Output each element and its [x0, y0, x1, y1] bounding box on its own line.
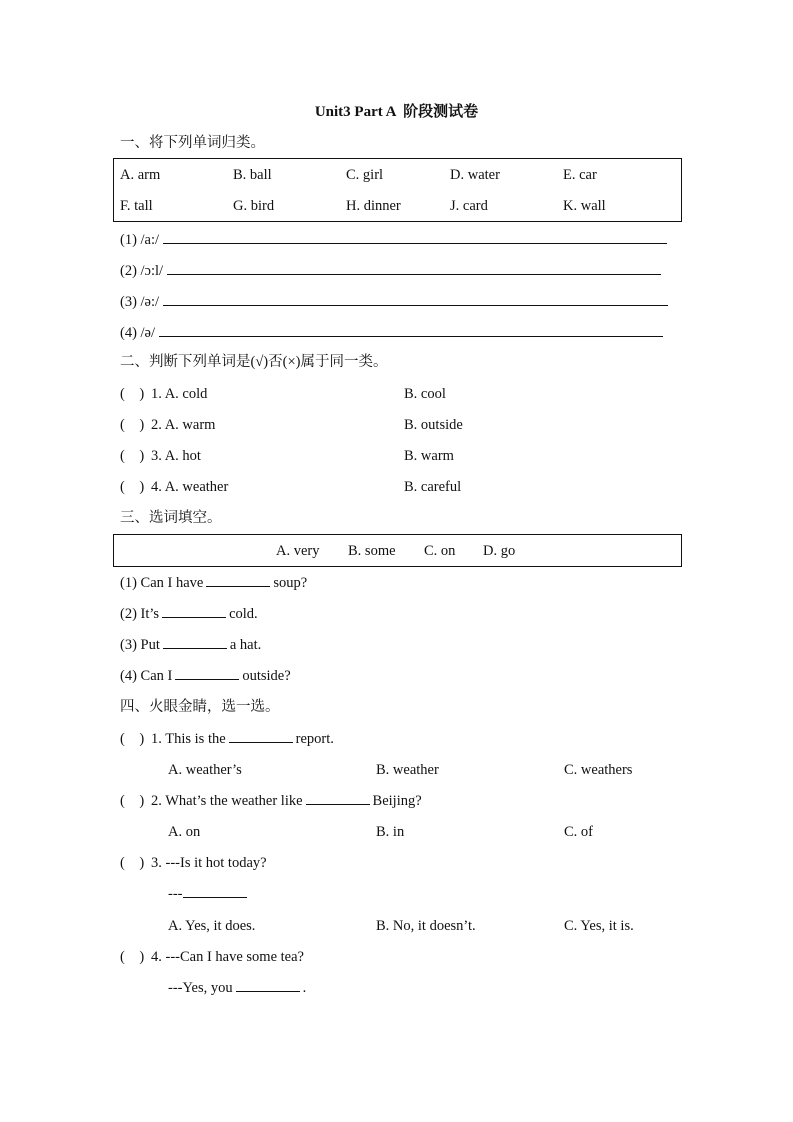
word-f: F. tall	[120, 198, 153, 214]
choice-1-option-b: B. weather	[376, 762, 439, 778]
dialogue-prefix: ---	[168, 886, 183, 902]
sound-item-1	[120, 229, 667, 249]
fill-item-4	[120, 667, 291, 685]
option-bank-box	[113, 534, 682, 567]
section2-heading: 二、判断下列单词是(√)否(×)属于同一类。	[120, 354, 388, 370]
judge-option-a-2: 2. A. warm	[151, 417, 216, 433]
choice-3-answer-line	[168, 885, 250, 903]
word-bank-box	[113, 158, 682, 222]
judge-option-b-1: B. cool	[404, 386, 446, 402]
answer-line[interactable]	[163, 229, 667, 244]
fill-text: (1) Can I have	[120, 575, 204, 591]
choice-3-option-a: A. Yes, it does.	[168, 918, 256, 934]
option-some: B. some	[348, 543, 396, 559]
section3-heading: 三、选词填空。	[120, 510, 222, 526]
fill-blank[interactable]	[306, 792, 370, 805]
word-a: A. arm	[120, 167, 161, 183]
word-h: H. dinner	[346, 198, 401, 214]
fill-text: a hat.	[229, 637, 262, 653]
answer-line[interactable]	[159, 322, 663, 337]
fill-blank[interactable]	[175, 667, 239, 680]
fill-text: (2) It’s	[120, 606, 160, 622]
word-c: C. girl	[346, 167, 384, 183]
word-e: E. car	[563, 167, 597, 183]
fill-text: soup?	[273, 575, 308, 591]
word-b: B. ball	[233, 167, 272, 183]
fill-text: (4) Can I	[120, 668, 173, 684]
choice-paren-3[interactable]: ( )	[120, 855, 145, 871]
question-text: report.	[295, 731, 334, 747]
answer-line[interactable]	[163, 291, 668, 306]
sound-item-2	[120, 260, 661, 280]
judge-option-a-4: 4. A. weather	[151, 479, 229, 495]
choice-2-option-b: B. in	[376, 824, 405, 840]
option-go: D. go	[483, 543, 516, 559]
choice-2-option-c: C. of	[564, 824, 593, 840]
judge-option-a-3: 3. A. hot	[151, 448, 201, 464]
judge-option-a-1: 1. A. cold	[151, 386, 208, 402]
fill-blank[interactable]	[162, 605, 226, 618]
fill-text: outside?	[242, 668, 291, 684]
answer-line[interactable]	[167, 260, 661, 275]
choice-3-option-c: C. Yes, it is.	[564, 918, 634, 934]
choice-question-4: 4. ---Can I have some tea?	[151, 949, 304, 965]
sound-label: (3) /ə:/	[120, 294, 160, 310]
choice-paren-4[interactable]: ( )	[120, 949, 145, 965]
judge-option-b-4: B. careful	[404, 479, 462, 495]
fill-text: (3) Put	[120, 637, 160, 653]
choice-4-answer-line	[168, 979, 306, 997]
word-j: J. card	[450, 198, 488, 214]
fill-blank[interactable]	[229, 730, 293, 743]
fill-blank[interactable]	[183, 885, 247, 898]
word-d: D. water	[450, 167, 500, 183]
fill-item-3	[120, 636, 261, 654]
page-title: Unit3 Part A 阶段测试卷	[314, 104, 479, 120]
judge-option-b-3: B. warm	[404, 448, 454, 464]
question-text: Beijing?	[372, 793, 422, 809]
word-g: G. bird	[233, 198, 275, 214]
sound-item-4	[120, 322, 663, 342]
sound-label: (2) /ɔ:l/	[120, 263, 164, 279]
choice-3-option-b: B. No, it doesn’t.	[376, 918, 476, 934]
choice-question-3: 3. ---Is it hot today?	[151, 855, 267, 871]
choice-question-1	[151, 730, 334, 748]
question-text: 1. This is the	[151, 731, 226, 747]
judge-paren-1[interactable]: ( )	[120, 386, 145, 402]
section1-heading: 一、将下列单词归类。	[120, 135, 265, 151]
question-text: 2. What’s the weather like	[151, 793, 303, 809]
judge-paren-4[interactable]: ( )	[120, 479, 145, 495]
word-k: K. wall	[563, 198, 606, 214]
option-very: A. very	[276, 543, 320, 559]
fill-blank[interactable]	[163, 636, 227, 649]
fill-item-1	[120, 574, 307, 592]
fill-item-2	[120, 605, 258, 623]
choice-question-2	[151, 792, 422, 810]
choice-1-option-c: C. weathers	[564, 762, 633, 778]
fill-blank[interactable]	[206, 574, 270, 587]
choice-paren-1[interactable]: ( )	[120, 731, 145, 747]
fill-blank[interactable]	[236, 979, 300, 992]
fill-text: cold.	[229, 606, 258, 622]
choice-2-option-a: A. on	[168, 824, 201, 840]
sound-label: (1) /a:/	[120, 232, 160, 248]
dialogue-text: ---Yes, you	[168, 980, 233, 996]
option-on: C. on	[424, 543, 456, 559]
dialogue-text: .	[302, 980, 307, 996]
sound-item-3	[120, 291, 668, 311]
sound-label: (4) /ə/	[120, 325, 156, 341]
judge-paren-3[interactable]: ( )	[120, 448, 145, 464]
choice-1-option-a: A. weather’s	[168, 762, 242, 778]
judge-option-b-2: B. outside	[404, 417, 463, 433]
judge-paren-2[interactable]: ( )	[120, 417, 145, 433]
choice-paren-2[interactable]: ( )	[120, 793, 145, 809]
section4-heading: 四、火眼金睛，选一选。	[120, 699, 280, 715]
